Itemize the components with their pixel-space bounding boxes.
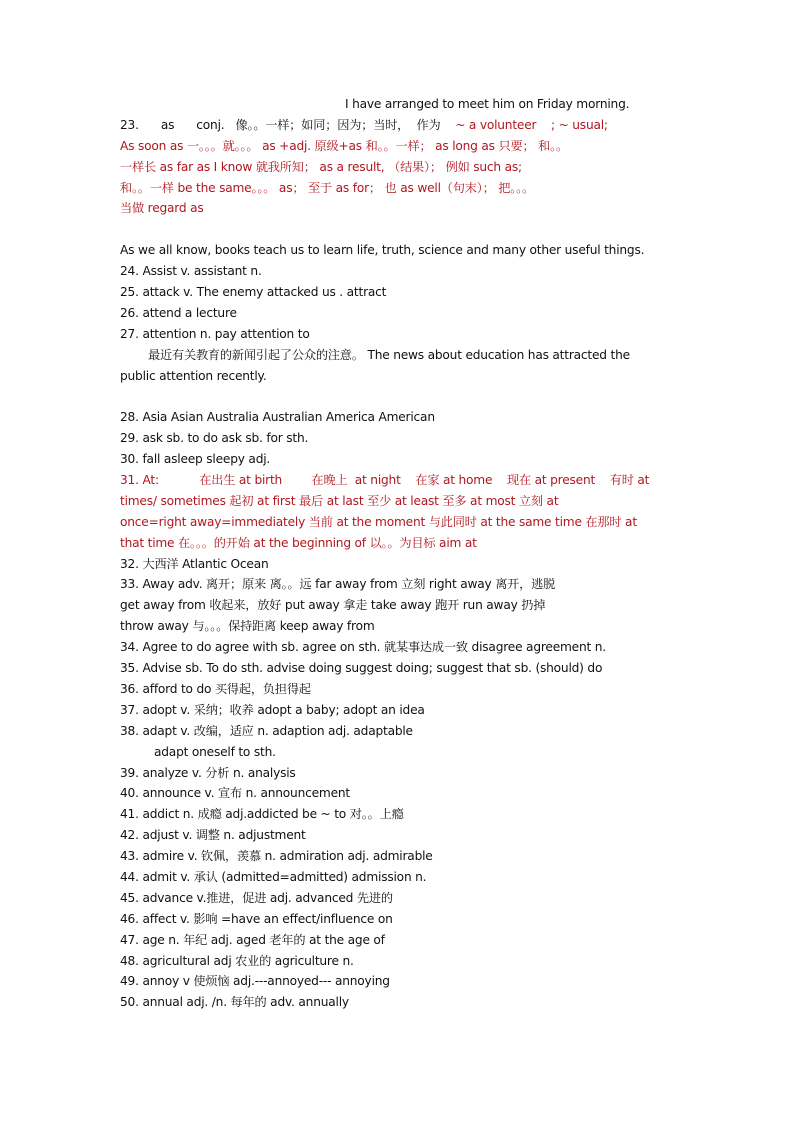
- entry-31-line-4: that time 在。。。的开始 at the beginning of 以。。为目标 aim at: [120, 535, 477, 550]
- blank-line: [120, 219, 680, 240]
- entry-46: 46. affect v. 影响 =have an effect/influence on: [120, 911, 393, 926]
- entry-26: 26. attend a lecture: [120, 305, 237, 320]
- entry-27-example-cont: public attention recently.: [120, 368, 267, 383]
- entry-23-line-5: 当做 regard as: [120, 201, 204, 216]
- entry-33-line-1: 33. Away adv. 离开；原来 离。。远 far away from 立刻 right away 离开，逃脱: [120, 577, 556, 592]
- entry-48: 48. agricultural adj 农业的 agriculture n.: [120, 953, 354, 968]
- entry-27-example: 最近有关教育的新闻引起了公众的注意。 The news about education has attracted the: [148, 347, 630, 362]
- entry-50: 50. annual adj. /n. 每年的 adv. annually: [120, 995, 349, 1010]
- entry-37: 37. adopt v. 采纳；收养 adopt a baby; adopt an idea: [120, 702, 425, 717]
- entry-29: 29. ask sb. to do ask sb. for sth.: [120, 431, 309, 446]
- entry-23-line-2: As soon as 一。。。就。。。 as +adj. 原级+as 和。。一样； as long as 只要； 和。。: [120, 138, 568, 153]
- entry-38-cont: adapt oneself to sth.: [154, 744, 276, 759]
- entry-23-line-4: 和。。一样 be the same。。。 as； 至于 as for； 也 as well（句末）； 把。。。: [120, 180, 535, 195]
- entry-23-usage: ~ a volunteer ; ~ usual;: [455, 117, 608, 132]
- entry-31-line-2: times/ sometimes 起初 at first 最后 at last 至少 at least 至多 at most 立刻 at: [120, 493, 559, 508]
- entry-36: 36. afford to do 买得起，负担得起: [120, 681, 311, 696]
- entry-23-definition: 23. as conj. 像。。一样；如同；因为；当时， 作为: [120, 117, 456, 132]
- entry-32: 32. 大西洋 Atlantic Ocean: [120, 556, 269, 571]
- entry-34: 34. Agree to do agree with sb. agree on sth. 就某事达成一致 disagree agreement n.: [120, 640, 606, 655]
- entry-41: 41. addict n. 成瘾 adj.addicted be ~ to 对。。上瘾: [120, 807, 404, 822]
- entry-31-line-3: once=right away=immediately 当前 at the moment 与此同时 at the same time 在那时 at: [120, 514, 637, 529]
- blank-line: [120, 386, 680, 407]
- entry-25: 25. attack v. The enemy attacked us . attract: [120, 285, 387, 300]
- entry-45: 45. advance v.推进，促进 adj. advanced 先进的: [120, 890, 393, 905]
- entry-49: 49. annoy v 使烦恼 adj.---annoyed--- annoying: [120, 974, 390, 989]
- entry-39: 39. analyze v. 分析 n. analysis: [120, 765, 296, 780]
- entry-38: 38. adapt v. 改编，适应 n. adaption adj. adaptable: [120, 723, 413, 738]
- entry-27: 27. attention n. pay attention to: [120, 326, 310, 341]
- entry-23-line-3: 一样长 as far as I know 就我所知； as a result, （结果）； 例如 such as;: [120, 159, 522, 174]
- entry-24: 24. Assist v. assistant n.: [120, 264, 262, 279]
- entry-47: 47. age n. 年纪 adj. aged 老年的 at the age of: [120, 932, 385, 947]
- entry-35: 35. Advise sb. To do sth. advise doing suggest doing; suggest that sb. (should) do: [120, 661, 603, 676]
- entry-33-line-3: throw away 与。。。保持距离 keep away from: [120, 619, 375, 634]
- entry-40: 40. announce v. 宣布 n. announcement: [120, 786, 350, 801]
- entry-30: 30. fall asleep sleepy adj.: [120, 452, 271, 467]
- word-list: [120, 94, 680, 1013]
- entry-43: 43. admire v. 钦佩，羡慕 n. admiration adj. admirable: [120, 849, 433, 864]
- example-sentence-friday: I have arranged to meet him on Friday morning.: [345, 97, 630, 111]
- entry-31-phrases: 在出生 at birth 在晚上 at night 在家 at home 现在 at present 有时 at: [199, 473, 650, 488]
- example-sentence-books: As we all know, books teach us to learn life, truth, science and many other useful things.: [120, 243, 645, 258]
- entry-33-line-2: get away from 收起来，放好 put away 拿走 take away 跑开 run away 扔掉: [120, 598, 546, 613]
- entry-42: 42. adjust v. 调整 n. adjustment: [120, 828, 306, 843]
- entry-44: 44. admit v. 承认 (admitted=admitted) admission n.: [120, 869, 427, 884]
- entry-28: 28. Asia Asian Australia Australian America American: [120, 410, 435, 425]
- entry-31-label: 31. At:: [120, 473, 200, 488]
- entry-23-line-1: [120, 115, 680, 136]
- entry-31-line-1: [120, 470, 680, 491]
